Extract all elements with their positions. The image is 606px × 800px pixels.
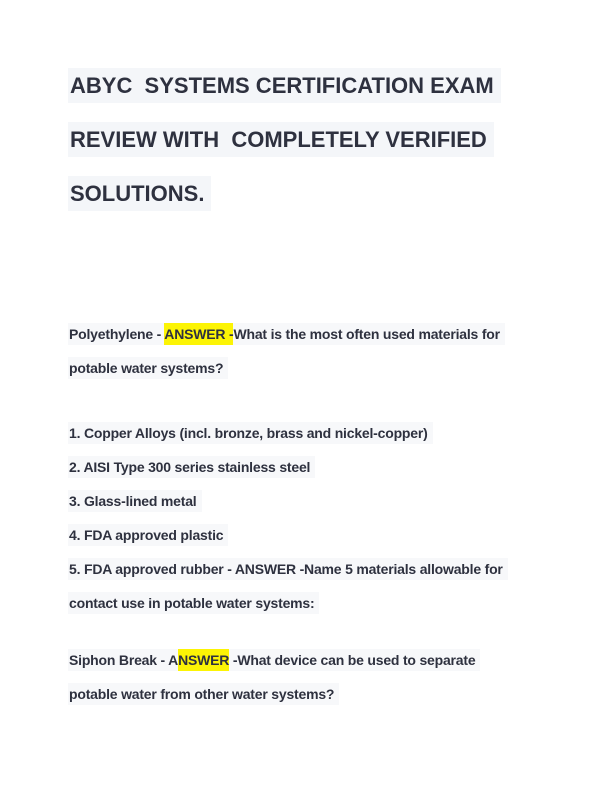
- text-segment: potable water systems?: [69, 360, 224, 376]
- text-segment: Polyethylene -: [69, 326, 165, 342]
- title-line: [68, 167, 570, 221]
- text-line: [68, 450, 570, 484]
- title-line-text: SOLUTIONS.: [68, 176, 211, 211]
- text-line: [68, 416, 570, 450]
- document-body: [68, 317, 570, 711]
- text-line-content: [68, 422, 433, 444]
- qa-siphon-break: [68, 643, 570, 711]
- text-line-content: [68, 649, 480, 671]
- text-segment: 1. Copper Alloys (incl. bronze, brass and nickel-copper): [69, 425, 428, 441]
- title-line: [68, 59, 570, 113]
- document-title: [68, 59, 570, 221]
- text-line-content: [68, 357, 228, 379]
- title-line-text: REVIEW WITH COMPLETELY VERIFIED: [68, 122, 494, 157]
- text-line-content: [68, 490, 202, 512]
- text-segment: Siphon Break - A: [69, 652, 179, 668]
- text-line: [68, 317, 570, 351]
- text-line: [68, 552, 570, 586]
- text-line: [68, 677, 570, 711]
- title-line-text: ABYC SYSTEMS CERTIFICATION EXAM: [68, 68, 501, 103]
- answer-highlight: ANSWER -: [164, 323, 233, 345]
- qa-polyethylene: [68, 317, 570, 385]
- text-line-content: [68, 456, 315, 478]
- text-line-content: [68, 558, 508, 580]
- title-line: [68, 113, 570, 167]
- text-segment: -What device can be used to separate: [229, 652, 476, 668]
- text-line: [68, 586, 570, 620]
- text-line-content: [68, 592, 319, 614]
- text-segment: 2. AISI Type 300 series stainless steel: [69, 459, 311, 475]
- answer-highlight: NSWER: [178, 649, 229, 671]
- text-segment: 5. FDA approved rubber - ANSWER -Name 5 materials allowable for: [69, 561, 503, 577]
- text-line-content: [68, 323, 505, 345]
- text-segment: 3. Glass-lined metal: [69, 493, 197, 509]
- text-line: [68, 518, 570, 552]
- text-segment: What is the most often used materials for: [233, 326, 500, 342]
- text-segment: potable water from other water systems?: [69, 686, 335, 702]
- text-line: [68, 351, 570, 385]
- qa-potable-materials-list: [68, 416, 570, 620]
- text-line: [68, 643, 570, 677]
- text-segment: 4. FDA approved plastic: [69, 527, 224, 543]
- text-line-content: [68, 524, 228, 546]
- text-line: [68, 484, 570, 518]
- text-line-content: [68, 683, 339, 705]
- text-segment: contact use in potable water systems:: [69, 595, 315, 611]
